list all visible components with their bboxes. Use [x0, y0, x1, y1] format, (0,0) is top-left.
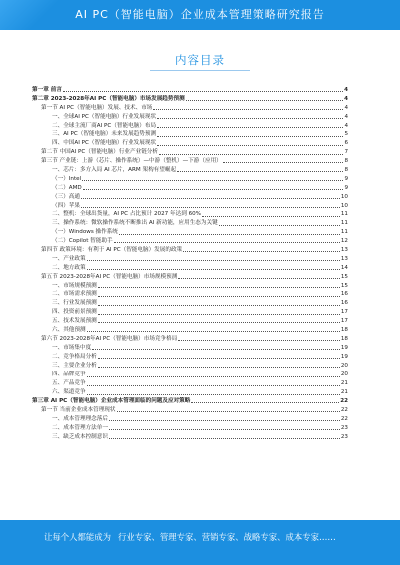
- toc-entry-page: 5: [344, 131, 348, 138]
- toc-leader-dots: [82, 180, 343, 181]
- toc-entry[interactable]: [32, 335, 348, 344]
- toc-entry[interactable]: [32, 353, 348, 362]
- toc-heading: 内容目录: [175, 53, 225, 67]
- report-title: AI PC（智能电脑）企业成本管理策略研究报告: [75, 8, 325, 21]
- toc-entry-label: 第四节 政策环境：有利于 AI PC（智能电脑）发展的政策: [41, 247, 183, 254]
- toc-entry-label: 三、行业发展预测: [52, 300, 97, 307]
- toc-entry[interactable]: [32, 344, 348, 353]
- toc-leader-dots: [119, 234, 340, 235]
- toc-entry-page: 4: [344, 104, 348, 111]
- toc-entry-label: 四、中国AI PC（智能电脑）行业发展现状: [52, 140, 157, 147]
- toc-entry-page: 19: [340, 353, 348, 360]
- toc-entry-label: （三）高通: [52, 193, 80, 200]
- toc-entry-label: 二、地方政策: [52, 264, 86, 271]
- toc-leader-dots: [157, 145, 343, 146]
- toc-entry[interactable]: [32, 317, 348, 326]
- toc-leader-dots: [183, 251, 340, 252]
- toc-entry-label: 第二章 2023-2028年AI PC（智能电脑）市场发展趋势预测: [32, 95, 185, 102]
- toc-entry-label: 三、操作系统：微软操作系统不断推出 AI 新功能，应用生态为关键: [52, 220, 218, 227]
- toc-entry[interactable]: [32, 406, 348, 415]
- toc-leader-dots: [159, 154, 343, 155]
- toc-entry[interactable]: [32, 299, 348, 308]
- toc-leader-dots: [178, 340, 340, 341]
- toc-entry-page: 4: [344, 113, 348, 120]
- toc-entry-page: 19: [340, 344, 348, 351]
- toc-entry-page: 15: [340, 273, 348, 280]
- toc-leader-dots: [114, 242, 340, 243]
- toc-entry[interactable]: [32, 104, 348, 113]
- toc-entry-label: 五、技术发展预测: [52, 318, 97, 325]
- toc-entry[interactable]: [32, 210, 348, 219]
- toc-leader-dots: [109, 420, 340, 421]
- toc-leader-dots: [157, 127, 343, 128]
- toc-leader-dots: [202, 216, 340, 217]
- toc-entry-label: 六、其他预测: [52, 327, 86, 334]
- toc-leader-dots: [98, 305, 340, 306]
- toc-entry-page: 4: [344, 95, 348, 102]
- toc-entry-label: （一）Windows 操作系统: [52, 229, 118, 236]
- toc-entry-label: 三、AI PC（智能电脑）未来发展趋势预测: [52, 131, 157, 138]
- toc-entry[interactable]: [32, 397, 348, 406]
- toc-entry-label: （二）AMD: [52, 184, 82, 191]
- toc-entry-page: 17: [340, 318, 348, 325]
- toc-entry[interactable]: [32, 184, 348, 193]
- toc-leader-dots: [98, 367, 340, 368]
- toc-entry[interactable]: [32, 86, 348, 95]
- toc-leader-dots: [98, 287, 340, 288]
- toc-leader-dots: [178, 278, 340, 279]
- toc-entry-page: 23: [340, 433, 348, 440]
- toc-entry[interactable]: [32, 130, 348, 139]
- toc-entry[interactable]: [32, 246, 348, 255]
- toc-entry[interactable]: [32, 95, 348, 104]
- toc-entry-page: 4: [344, 122, 348, 129]
- toc-entry-label: 三、主要企业分析: [52, 362, 97, 369]
- footer-expert-list: 行业专家、管理专家、营销专家、战略专家、成本专家……: [118, 532, 336, 542]
- toc-leader-dots: [87, 385, 340, 386]
- toc-leader-dots: [87, 331, 340, 332]
- toc-entry[interactable]: [32, 433, 348, 442]
- toc-leader-dots: [191, 402, 339, 403]
- toc-entry[interactable]: [32, 290, 348, 299]
- toc-leader-dots: [177, 171, 343, 172]
- toc-leader-dots: [109, 429, 340, 430]
- toc-entry[interactable]: [32, 157, 348, 166]
- table-of-contents: [32, 86, 348, 442]
- toc-entry-label: 一、芯片：多方入局 AI 芯片，ARM 架构有望崛起: [52, 167, 177, 173]
- toc-entry-label: 第一章 前言: [32, 86, 62, 93]
- toc-entry-page: 16: [340, 291, 348, 298]
- toc-heading-divider: [150, 70, 250, 71]
- toc-leader-dots: [157, 136, 343, 137]
- toc-entry-label: 一、成本管理理念落后: [52, 415, 108, 422]
- toc-entry[interactable]: [32, 326, 348, 335]
- toc-entry-page: 10: [340, 193, 348, 200]
- toc-entry-page: 6: [344, 140, 348, 147]
- toc-entry-label: 第三节 产业链：上游（芯片、操作系统）—中游（整机）—下游（应用）: [41, 158, 222, 165]
- toc-entry-page: 18: [340, 327, 348, 334]
- toc-leader-dots: [87, 269, 340, 270]
- toc-entry[interactable]: [32, 113, 348, 122]
- toc-entry-label: 一、全球AI PC（智能电脑）行业发展现状: [52, 113, 157, 120]
- toc-entry-page: 22: [340, 398, 348, 405]
- toc-leader-dots: [186, 100, 343, 101]
- toc-leader-dots: [63, 91, 343, 92]
- toc-entry-page: 21: [340, 380, 348, 387]
- toc-entry[interactable]: [32, 202, 348, 211]
- toc-leader-dots: [117, 411, 340, 412]
- toc-entry[interactable]: [32, 148, 348, 157]
- toc-leader-dots: [223, 162, 344, 163]
- toc-entry[interactable]: [32, 371, 348, 380]
- footer-slogan: 让每个人都能成为: [44, 532, 111, 542]
- toc-entry[interactable]: [32, 228, 348, 237]
- toc-entry-page: 22: [340, 407, 348, 414]
- toc-entry[interactable]: [32, 219, 348, 228]
- toc-entry[interactable]: [32, 175, 348, 184]
- toc-leader-dots: [83, 189, 344, 190]
- toc-entry-page: 22: [340, 415, 348, 422]
- toc-entry-label: 第六节 2023-2028年AI PC（智能电脑）市场竞争格局: [41, 335, 178, 342]
- toc-leader-dots: [81, 198, 340, 199]
- toc-entry-label: （一）Intel: [52, 175, 82, 182]
- toc-leader-dots: [98, 296, 340, 297]
- toc-entry-page: 17: [340, 309, 348, 316]
- toc-entry-page: 20: [340, 362, 348, 369]
- toc-entry-label: 第二节 中国AI PC（智能电脑）行业产业链分析: [41, 149, 158, 156]
- toc-entry-label: 二、成本管理方法单一: [52, 424, 108, 431]
- toc-entry-label: 二、整机：全球出货量，AI PC 占比预计 2027 年达到 60%: [52, 211, 202, 218]
- toc-entry-label: 六、渠道竞争: [52, 389, 86, 396]
- toc-entry[interactable]: [32, 264, 348, 273]
- toc-entry-label: 四、投资前景预测: [52, 309, 97, 316]
- toc-leader-dots: [153, 109, 343, 110]
- toc-entry-page: 4: [344, 86, 348, 93]
- toc-entry-page: 7: [344, 149, 348, 156]
- toc-entry-page: 8: [344, 158, 348, 165]
- toc-leader-dots: [87, 260, 340, 261]
- toc-entry[interactable]: [32, 282, 348, 291]
- toc-entry-label: 第一节 AI PC（智能电脑）发展、技术、市场: [41, 104, 153, 111]
- toc-entry-page: 12: [340, 238, 348, 245]
- toc-entry[interactable]: [32, 388, 348, 397]
- toc-entry-page: 9: [344, 184, 348, 191]
- toc-entry[interactable]: [32, 193, 348, 202]
- toc-leader-dots: [87, 376, 340, 377]
- toc-entry-page: 9: [344, 175, 348, 182]
- toc-leader-dots: [219, 225, 340, 226]
- toc-entry[interactable]: [32, 308, 348, 317]
- toc-entry[interactable]: [32, 139, 348, 148]
- toc-entry-label: 五、产品竞争: [52, 380, 86, 387]
- toc-entry-page: 14: [340, 264, 348, 271]
- toc-entry[interactable]: [32, 166, 348, 175]
- toc-entry[interactable]: [32, 273, 348, 282]
- toc-entry-label: 三、缺乏成本控制意识: [52, 433, 108, 440]
- toc-entry-page: 15: [340, 282, 348, 289]
- toc-entry[interactable]: [32, 379, 348, 388]
- toc-entry-page: 13: [340, 247, 348, 254]
- toc-leader-dots: [98, 358, 340, 359]
- toc-entry-page: 11: [340, 229, 348, 236]
- toc-leader-dots: [81, 207, 340, 208]
- toc-entry-label: 一、产业政策: [52, 255, 86, 262]
- toc-entry-page: 8: [344, 167, 348, 173]
- toc-leader-dots: [98, 314, 340, 315]
- toc-entry[interactable]: [32, 362, 348, 371]
- toc-entry-label: （二）Copilot 智能助手: [52, 238, 113, 245]
- toc-entry-page: 20: [340, 371, 348, 378]
- toc-entry-label: 第五节 2023-2028年AI PC（智能电脑）市场规模预测: [41, 273, 178, 280]
- toc-leader-dots: [92, 349, 340, 350]
- toc-entry-page: 16: [340, 300, 348, 307]
- toc-entry-label: 一、市场规模预测: [52, 282, 97, 289]
- toc-entry-page: 10: [340, 202, 348, 209]
- toc-entry-page: 11: [340, 220, 348, 227]
- toc-entry-label: 二、市场需求预测: [52, 291, 97, 298]
- toc-leader-dots: [98, 322, 340, 323]
- toc-entry-page: 23: [340, 424, 348, 431]
- toc-entry-label: 第一节 当前企业成本管理现状: [41, 407, 116, 414]
- page-header: [0, 0, 400, 30]
- toc-entry-page: 11: [340, 211, 348, 218]
- toc-entry[interactable]: [32, 415, 348, 424]
- toc-leader-dots: [87, 394, 340, 395]
- toc-entry-page: 18: [340, 335, 348, 342]
- toc-entry-label: 二、竞争格局分析: [52, 353, 97, 360]
- toc-leader-dots: [157, 118, 343, 119]
- toc-entry-label: 四、品牌竞争: [52, 371, 86, 378]
- toc-entry-page: 21: [340, 389, 348, 396]
- toc-leader-dots: [109, 438, 340, 439]
- toc-entry-page: 13: [340, 255, 348, 262]
- toc-entry-label: 一、市场集中度: [52, 344, 92, 351]
- toc-entry[interactable]: [32, 424, 348, 433]
- toc-entry[interactable]: [32, 122, 348, 131]
- toc-entry[interactable]: [32, 255, 348, 264]
- toc-entry[interactable]: [32, 237, 348, 246]
- toc-entry-label: 第三章 AI PC（智能电脑）企业成本管理面临的问题及应对策略: [32, 398, 191, 405]
- toc-entry-label: 二、全球主流厂商AI PC（智能电脑）布局: [52, 122, 157, 129]
- toc-entry-label: （四）苹果: [52, 202, 80, 209]
- page-footer: [0, 520, 400, 565]
